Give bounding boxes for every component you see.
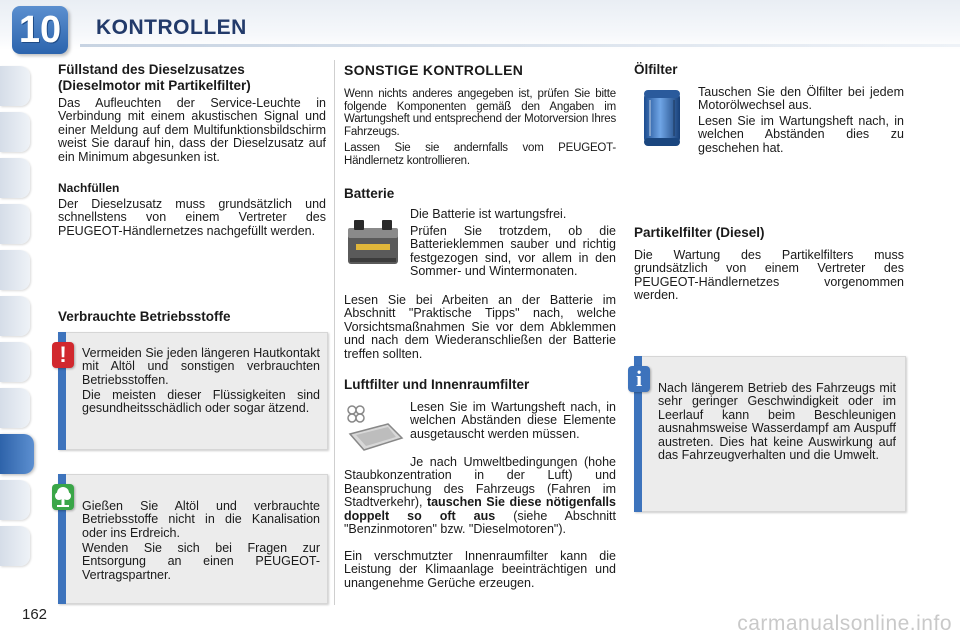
other-checks-intro: Wenn nichts anderes angegeben ist, prüfen Sie bitte folgende Komponenten gemäß den Angaben im Wartungsheft und entsprechend der Motorversion Ihres Fahrzeugs.: [344, 88, 616, 138]
air-filter-double-note: tauschen Sie diese nötigenfalls doppelt so oft aus: [344, 495, 616, 523]
air-filter-conditions-text: Je nach Umweltbedingungen (hohe Staubkonzentration in der Luft) und Beanspruchung des Fahrzeugs (Fahren im Stadtverkehr),: [344, 455, 616, 510]
environment-text-1: Gießen Sie Altöl und verbrauchte Betriebsstoffe nicht in die Kanalisation oder ins Erdreich.: [82, 499, 320, 540]
chapter-tab[interactable]: [0, 204, 30, 244]
refill-subtitle: Nachfüllen: [58, 181, 120, 195]
chapter-tab[interactable]: [0, 158, 30, 198]
air-filter-title: Luftfilter und Innenraumfilter: [344, 377, 530, 392]
diesel-additive-title: Füllstand des Dieselzusatzes (Dieselmotor mit Partikelfilter): [58, 62, 251, 93]
chapter-tab[interactable]: [0, 342, 30, 382]
page-number: 162: [22, 606, 48, 623]
recycle-tree-icon: [52, 484, 74, 510]
air-filter-reference: (siehe Abschnitt "Benzinmotoren" bzw. "Dieselmotoren").: [344, 508, 617, 537]
air-filter-intervals: Lesen Sie im Wartungsheft nach, in welchen Abständen diese Elemente ausgetauscht werden müssen.: [410, 400, 616, 441]
chapter-tab[interactable]: [0, 296, 30, 336]
battery-check-text: Prüfen Sie trotzdem, ob die Batterieklemmen sauber und richtig festgezogen sind, vor allem in den Sommer- und Wintermonaten.: [410, 224, 616, 279]
warning-text-2: Die meisten dieser Flüssigkeiten sind gesundheitsschädlich oder sogar ätzend.: [82, 388, 320, 416]
chapter-title: KONTROLLEN: [96, 16, 247, 39]
environment-text-2: Wenden Sie sich bei Fragen zur Entsorgung an einen PEUGEOT-Vertragspartner.: [82, 541, 320, 582]
watermark: carmanualsonline.info: [737, 612, 952, 635]
header-rule: [80, 44, 960, 47]
particle-filter-title: Partikelfilter (Diesel): [634, 225, 765, 240]
battery-precautions-text: Lesen Sie bei Arbeiten an der Batterie im Abschnitt "Praktische Tipps" nach, welche Vorsichtsmaßnahmen Sie vor dem Abklemmen und nach dem Wiederanschließen der Batterie treffen sollten.: [344, 293, 616, 361]
particle-filter-body: Die Wartung des Partikelfilters muss grundsätzlich von einem Vertreter des PEUGEOT-Händlernetzes vorgenommen werden.: [634, 248, 904, 303]
air-filter-conditions: [344, 456, 616, 536]
warning-icon: !: [52, 342, 74, 368]
chapter-tab[interactable]: [0, 526, 30, 566]
oil-filter-interval-text: Lesen Sie im Wartungsheft nach, in welchen Abständen dies zu geschehen hat.: [698, 114, 904, 155]
other-checks-dealer: Lassen Sie sie andernfalls vom PEUGEOT-Händlernetz kontrollieren.: [344, 142, 616, 167]
chapter-tab-active[interactable]: [0, 434, 34, 474]
chapter-tab[interactable]: [0, 112, 30, 152]
chapter-tab[interactable]: [0, 480, 30, 520]
oil-filter-icon: [640, 84, 684, 152]
battery-maintenance-free: Die Batterie ist wartungsfrei.: [410, 207, 567, 221]
air-filter-icon: [344, 404, 406, 456]
chapter-tab[interactable]: [0, 388, 30, 428]
oil-filter-replace-text: Tauschen Sie den Ölfilter bei jedem Motorölwechsel aus.: [698, 85, 904, 113]
info-icon: i: [628, 366, 650, 392]
battery-title: Batterie: [344, 186, 395, 201]
battery-icon: [344, 214, 404, 270]
cabin-filter-text: Ein verschmutzter Innenraumfilter kann die Leistung der Klimaanlage beeinträchtigen und unangenehme Gerüche erzeugen.: [344, 549, 616, 590]
info-note-text: Nach längerem Betrieb des Fahrzeugs mit sehr geringer Geschwindigkeit oder im Leerlauf kann beim Beschleunigen ausnahmsweise Wasserdampf am Auspuff austreten. Dies hat keine Auswirkung auf das Fahrzeugverhalten und die Umwelt.: [658, 381, 896, 463]
warning-text-1: Vermeiden Sie jeden längeren Hautkontakt mit Altöl und sonstigen verbrauchten Betriebsstoffen.: [82, 346, 320, 387]
chapter-number-badge: 10: [12, 6, 68, 54]
used-fluids-title: Verbrauchte Betriebsstoffe: [58, 309, 231, 324]
other-checks-title: SONSTIGE KONTROLLEN: [344, 62, 524, 78]
diesel-additive-body: Das Aufleuchten der Service-Leuchte in Verbindung mit einem akustischen Signal und einer Meldung auf dem Multifunktionsbildschirm weist Sie darauf hin, dass der Dieselzusatz auf ein Minimum abgesunken ist.: [58, 96, 326, 164]
refill-body: Der Dieselzusatz muss grundsätzlich und schnellstens von einem Vertreter des PEUGEOT-Händlernetzes nachgefüllt werden.: [58, 197, 326, 238]
oil-filter-title: Ölfilter: [634, 62, 678, 77]
chapter-tab[interactable]: [0, 66, 30, 106]
chapter-tab[interactable]: [0, 250, 30, 290]
column-divider: [334, 60, 335, 605]
